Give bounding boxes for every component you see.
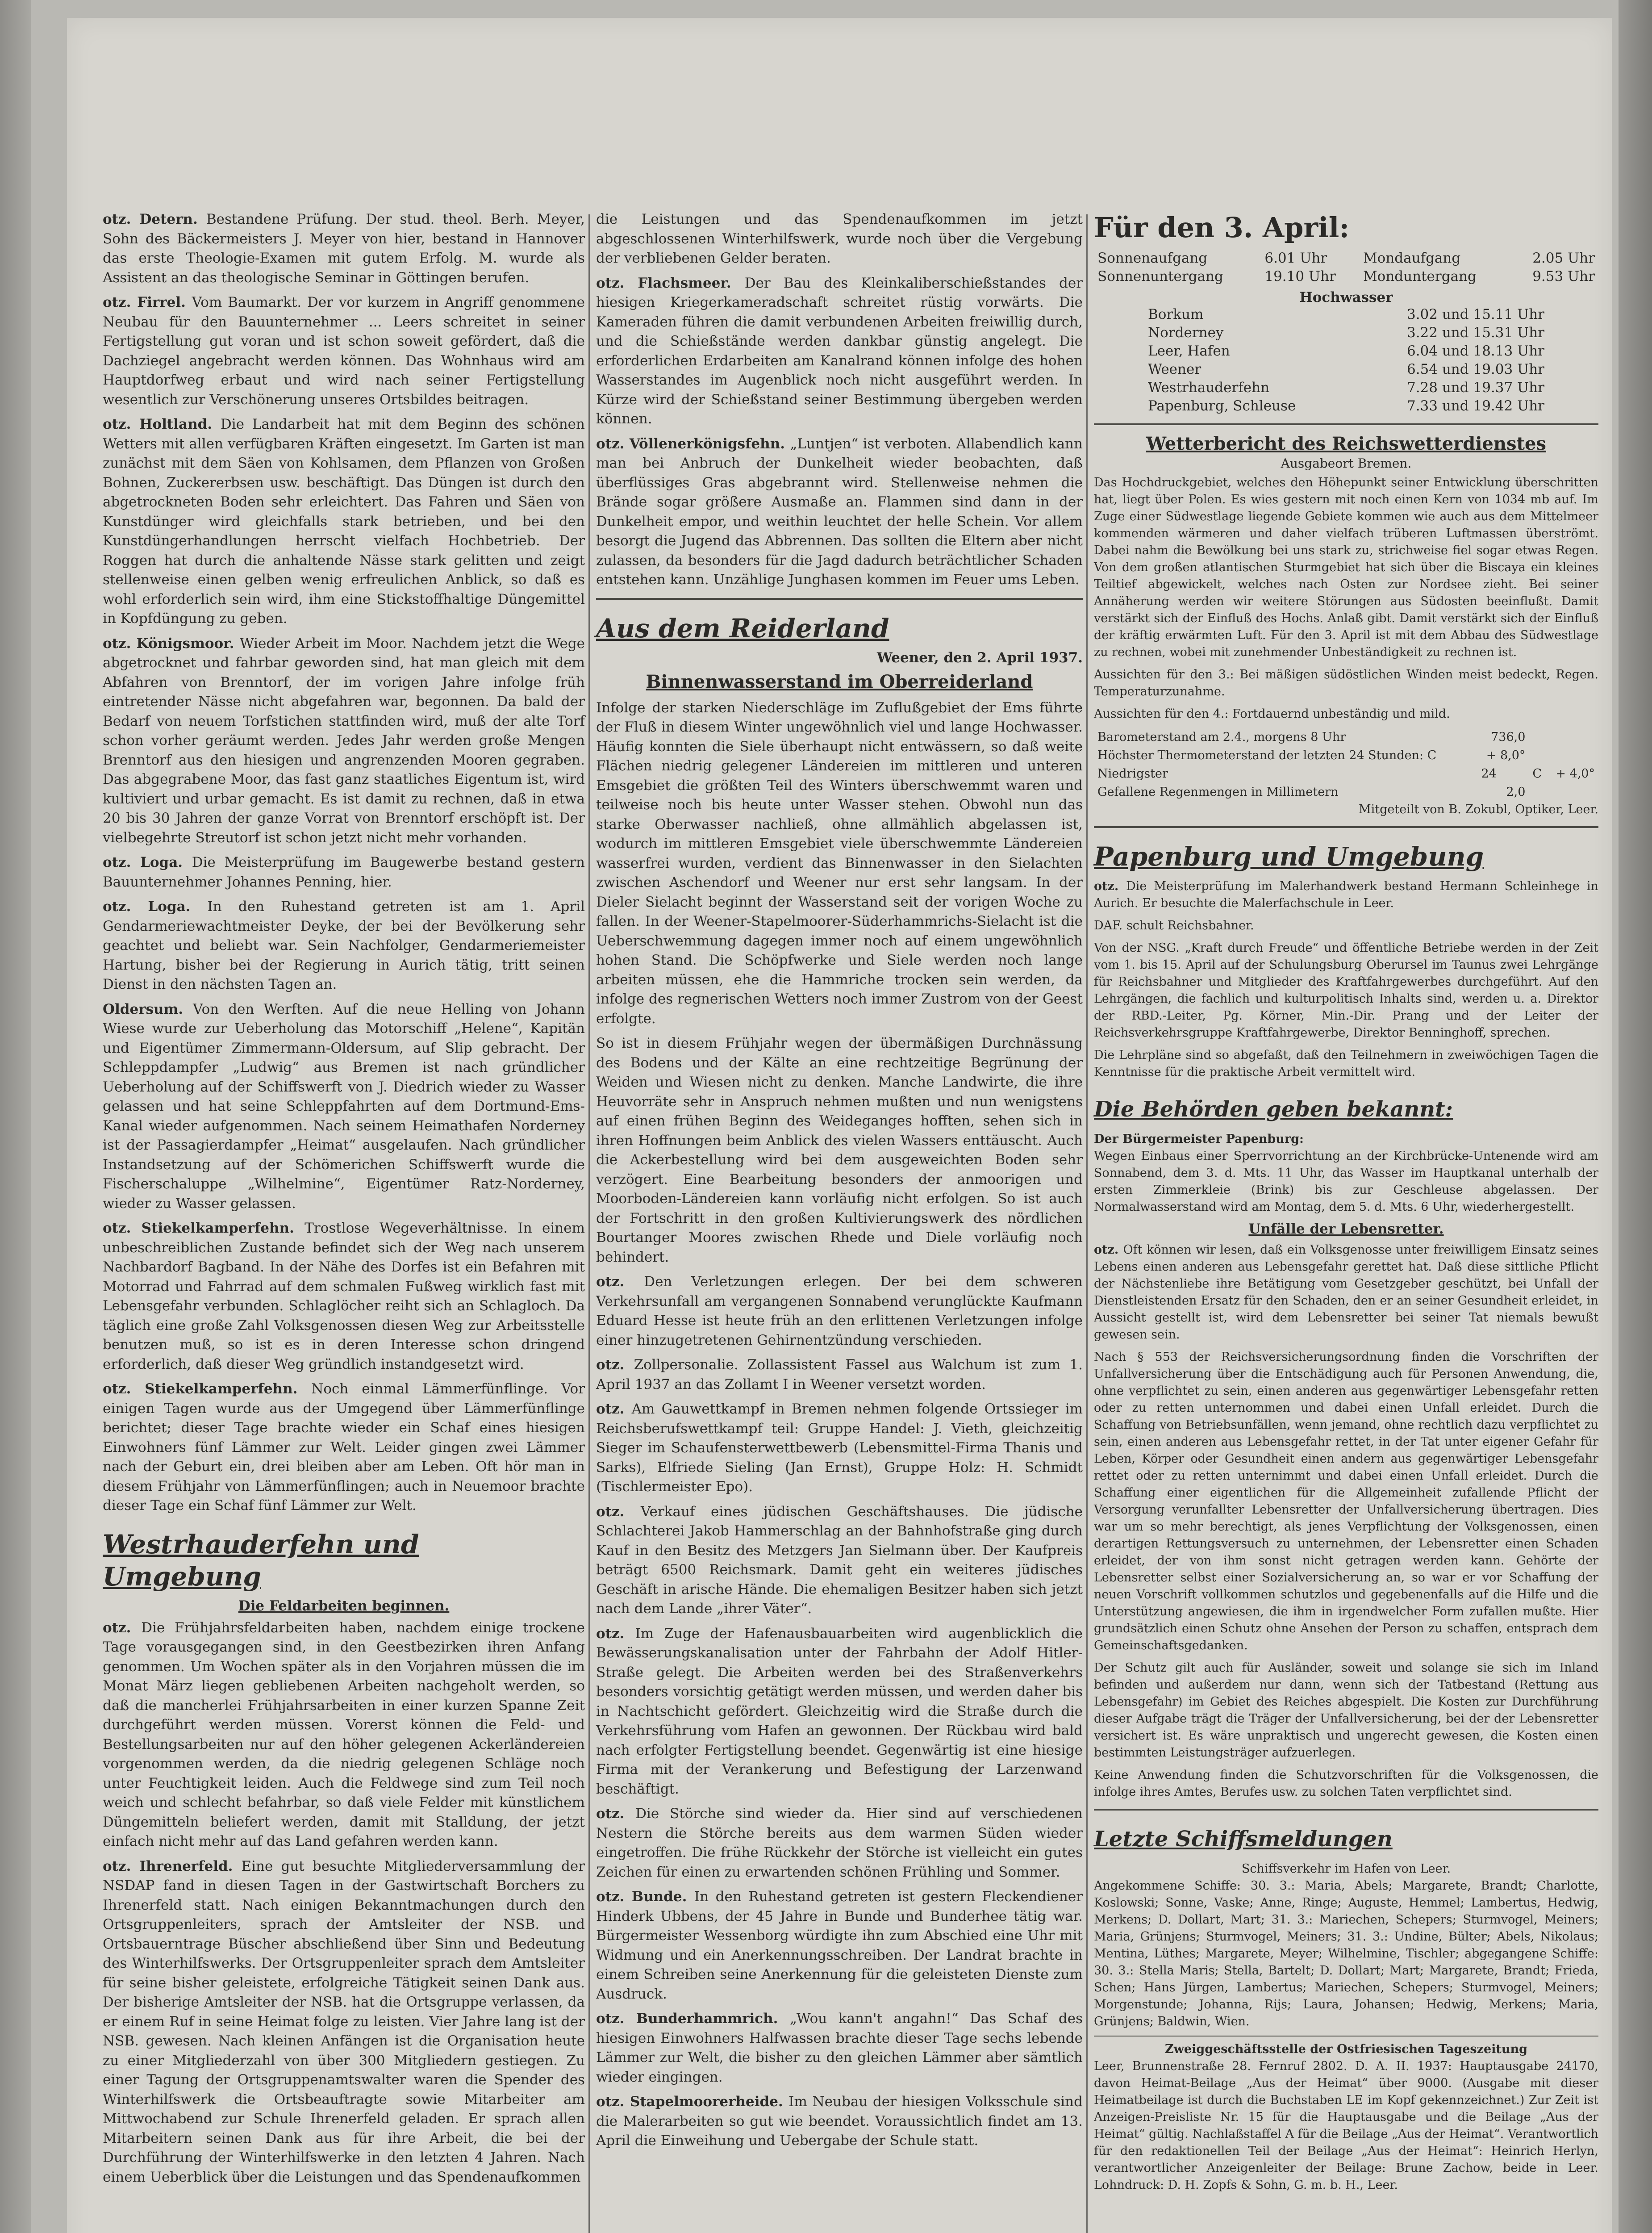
table-cell: 736,0 [1491,730,1526,744]
article-text: Noch einmal Lämmerfünflinge. Vor einigen Tagen wurde aus der Umgegend über Lämmerfünflinge berichtet; dieser Tage brachte wieder ein Schaf eines hiesigen Einwohners fünf Lämmer zur Welt. Leider gingen zwei Lämmer nach der Geburt ein, drei bleiben aber am Leben. Oft hör man in diesem Frühjahr von Lämmerfünflingen; auch in Neuemoor brachte dieser Tage ein Schaf fünf Lämmer zur Welt. [103,1381,585,1514]
tide-table [1144,305,1548,415]
dateline: Weener, den 2. April 1937. [876,649,1083,666]
article-dateline: otz. [1094,1243,1123,1257]
table-cell: Westrhauderfehn [1148,380,1270,396]
article-text: Von den Werften. Auf die neue Helling von Johann Wiese wurde zur Ueberholung das Motorschiff „Helene“, Kapitän und Eigentümer Zimmermann-Oldersum, auf Slip gebracht. Der Schleppdampfer „Ludwig“ aus Bremen ist nach gründlicher Ueberholung auf der Schiffswerft von J. Diedrich wieder zu Wasser gelassen und hat seine Schleppfahrten auf dem Dortmund-Ems-Kanal wieder aufgenommen. Nach seinem Heimathafen Norderney ist der Passagierdampfer „Heimat“ ausgelaufen. Nach gründlicher Instandsetzung auf der Schömerichen Schiffswerft wurde die Fischerschaluppe „Wilhelmine“, Eigentümer Ratz-Norderney, wieder zu Wasser gelassen. [103,1001,585,1212]
article [596,1400,1083,1497]
article-text: Keine Anwendung finden die Schutzvorschriften für die Volksgenossen, die infolge ihres Amtes, Berufes usw. zu solchen Taten verpflichtet sind. [1094,1768,1598,1799]
table-cell: Sonnenuntergang [1097,268,1223,284]
article-text: Die Frühjahrsfeldarbeiten haben, nachdem einige trockene Tage vorausgegangen sind, in den Geestbezirken ihren Anfang genommen. Um Wochen später als in den Vorjahren müssen die im Monat März liegen gebliebenen Arbeiten nachgeholt werden, so daß die mancherlei Frühjahrsarbeiten in einer kurzen Spanne Zeit durchgeführt werden müssen. Vorerst können die Feld- und Bestellungsarbeiten nur auf den höher gelegenen Ackerländereien vorgenommen werden, da die niedrig gelegenen Schläge noch unter Feuchtigkeit leiden. Auch die Feldwege sind zum Teil noch weich und schlecht befahrbar, so daß viele Felder mit künstlichem Düngemitteln beliefert werden, damit mit Stalldung, der jetzt einfach nicht mehr auf das Land gefahren werden kann. [103,1619,585,1849]
article-text: Den Verletzungen erlegen. Der bei dem schweren Verkehrsunfall am vergangenen Sonnabend verunglückte Kaufmann Eduard Hesse ist heute früh an den erlittenen Verletzungen infolge einer hinzugetretenen Gehirnentzündung verschieden. [596,1274,1083,1348]
article [1094,1242,1598,1343]
article-dateline: otz. Ihrenerfeld. [103,1858,242,1874]
article-text: Die Störche sind wieder da. Hier sind auf verschiedenen Nestern die Störche bereits aus dem warmen Süden wieder eingetroffen. Die frühe Rückkehr der Störche ist vielleicht ein gutes Zeichen für einen zu erwartenden schönen Frühling und Sommer. [596,1806,1083,1880]
article [596,698,1083,1029]
article-dateline: otz. [596,1357,634,1373]
article [1094,1660,1598,1761]
article-dateline: otz. Detern. [103,211,206,227]
table-row [1094,268,1598,286]
section-header-papenburg: Papenburg und Umgebung [1094,841,1484,872]
article-text: Vom Baumarkt. Der vor kurzem in Angriff genommene Neubau für den Bauunternehmer ... Leers schreitet in seiner Fertigstellung gut voran und ist schon soweit gefördert, daß die Dachziegel angebracht werden können. Das Wohnhaus wird am Hauptdorfweg erbaut und wird nach seiner Fertigstellung wesentlich zur Verschönerung unseres Ortsbildes beitragen. [103,294,585,408]
column-rule [1086,214,1088,2233]
table-cell: Borkum [1148,306,1204,322]
article [1094,940,1598,1041]
article-dateline: otz. [596,1625,635,1642]
article-text: Am Gauwettkampf in Bremen nehmen folgende Ortssieger im Reichsberufswettkampf teil: Gruppe Handel: J. Vieth, gleichzeitig Sieger im Schaufensterwettbewerb (Lebensmittel-Firma Thanis und Sarks), Elfriede Sieling (Jan Ernst), Gruppe Holz: H. Schmidt (Tischlermeister Epo). [596,1401,1083,1495]
article-text: Bestandene Prüfung. Der stud. theol. Berh. Meyer, Sohn des Bäckermeisters J. Meyer von hier, bestand in Hannover das erste Theologie-Examen mit gutem Erfolg. M. wurde als Assistent an das theologische Seminar in Göttingen berufen. [103,211,585,286]
article [103,1857,585,2187]
table-cell: Niedrigster [1097,767,1168,781]
article-text: Von der NSG. „Kraft durch Freude“ und öffentliche Betriebe werden in der Zeit vom 1. bis 15. April auf der Schulungsburg Oberursel im Taunus zwei Lehrgänge für Reichsbahner und Mitglieder des Kraftfahrgewerbes durchgeführt. Auf den Lehrgängen, die fachlich und kulturpolitisch Inhalts sind, werden u. a. Direktor der RBD.-Leiter, Pg. Körner, Min.-Dir. Prang und der Leiter der Reichsverkehrsgruppe Kraftfahrgewerbe, Direktor Benninghoff, sprechen. [1094,941,1598,1040]
article-dateline: otz. Stiekelkamperfehn. [103,1381,312,1397]
article [596,2009,1083,2087]
table-cell: 24 [1481,767,1497,781]
article-text: Trostlose Wegeverhältnisse. In einem unbeschreiblichen Zustande befindet sich der Weg nach unserem Nachbardorf Bagband. In der Nähe des Dorfes ist ein Befahren mit Motorrad und Fahrrad auf dem schmalen Fußweg wirklich fast mit Lebensgefahr verbunden. Schlaglöcher reiht sich an Schlagloch. Da täglich eine große Zahl Volksgenossen diesen Weg zur Arbeitsstelle benutzen muß, so ist es in deren Interesse schon dringend erforderlich, daß dieser Weg gründlich instandgesetzt wird. [103,1220,585,1372]
article-text: Wieder Arbeit im Moor. Nachdem jetzt die Wege abgetrocknet und fahrbar geworden sind, hat man gleich mit dem Abfahren von Brenntorf, der im vorigen Jahre infolge früh eintretender Nässe nicht abgefahren war, begonnen. Da bald der Bedarf von neuem Torfstichen stattfinden wird, muß der alte Torf schon vorher geräumt werden. Jedes Jahr werden große Mengen Brenntorf aus den hiesigen und angrenzenden Mooren gegraben. Das abgegrabene Moor, das fast ganz staatliches Eigentum ist, wird kultiviert und urbar gemacht. Es ist damit zu rechnen, daß in etwa 20 bis 30 Jahren der ganze Vorrat von Brenntorf erschöpft ist. Der vielbegehrte Streutorf ist schon jetzt nicht mehr vorhanden. [103,635,585,846]
weather-header: Wetterbericht des Reichswetterdienstes [1146,433,1546,454]
table-row [1144,305,1548,324]
column-3 [1094,210,1598,2199]
article [1094,917,1598,934]
article-text: Im Neubau der hiesigen Volksschule sind die Malerarbeiten so gut wie beendet. Voraussichtlich findet am 13. April die Einweihung und Uebergabe der Schule statt. [596,2094,1083,2149]
table-cell: Leer, Hafen [1148,343,1230,359]
article [103,853,585,892]
weather-subheader: Ausgabeort Bremen. [1281,456,1412,471]
article [103,293,585,410]
imprint-header: Zweiggeschäftsstelle der Ostfriesischen Tageszeitung [1164,2042,1528,2056]
table-row [1094,765,1598,783]
article-text: So ist in diesem Frühjahr wegen der übermäßigen Durchnässung des Bodens und der Kälte an eine rechtzeitige Begrünung der Weiden und Wiesen nicht zu denken. Manche Landwirte, die ihre Heuvorräte sehr in Anspruch nehmen mußten und nun wenigstens auf einen frühen Beginn des Weideganges hofften, sehen sich in ihren Hoffnungen beim Anblick des vielen Wassers enttäuscht. Auch die Ackerbestellung wird bei dem ausgeweichten Boden sehr verzögert. Eine Bearbeitung besonders der anmoorigen und Moorboden-Ländereien kann vorläufig nicht erfolgen. So ist auch der Fortschritt in den großen Kultivierungswerk des nördlichen Bourtanger Moores zwischen Rhede und Diele vorläufig noch behindert. [596,1035,1083,1265]
article-text: In den Ruhestand getreten ist gestern Fleckendiener Hinderk Ubbens, der 45 Jahre in Bunde und Bunderhee tätig war. Bürgermeister Wessenborg würdigte ihn zum Abschied eine Uhr mit Widmung und ein Anerkennungsschreiben. Der Landrat brachte in einem Schreiben seine Anerkennung für die geleisteten Dienste zum Ausdruck. [596,1889,1083,2002]
article [1094,1349,1598,1654]
table-cell: Gefallene Regenmengen in Millimetern [1097,785,1339,799]
table-cell: 19.10 Uhr [1264,268,1336,284]
table-cell: Höchster Thermometerstand der letzten 24 Stunden: C [1097,749,1437,762]
article-text: DAF. schult Reichsbahner. [1094,919,1254,933]
article-dateline: otz. Firrel. [103,294,192,310]
article-text: die Leistungen und das Spendenaufkommen im jetzt abgeschlossenen Winterhilfswerk, wurde noch über die Vergebung der verbliebenen Gelder beraten. [596,211,1083,266]
article-text: Zollpersonalie. Zollassistent Fassel aus Walchum ist zum 1. April 1937 an das Zollamt I in Weener versetzt worden. [596,1357,1083,1392]
newspaper-page [67,18,1612,2233]
table-row [1144,324,1548,342]
table-row [1144,397,1548,415]
article-text: Der Bau des Kleinkaliberschießstandes der hiesigen Kriegerkameradschaft schreitet rüstig vorwärts. Die Kameraden führen die damit verbundenen Arbeiten freiwillig durch, und die Schießstände werden dankbar günstig angelegt. Die erforderlichen Erdarbeiten am Kanalrand können infolge des hohen Wasserstandes im Augenblick noch nicht ausgeführt werden. In Kürze wird der Schießstand seiner Bestimmung übergeben werden können. [596,275,1083,427]
ships-header: Letzte Schiffsmeldungen [1094,1827,1393,1852]
authorities-text: Wegen Einbaus einer Sperrvorrichtung an der Kirchbrücke-Untenende wird am Sonnabend, dem 3. d. Mts. 11 Uhr, das Wasser im Hauptkanal unterhalb der ersten Zimmerkleie (Brink) bis zur Geschleuse abgelassen. Der Normalwasserstand wird am Montag, dem 5. d. Mts. 6 Uhr, wiederhergestellt. [1094,1149,1598,1214]
article [596,274,1083,429]
divider [1094,1809,1598,1811]
imprint-text: Leer, Brunnenstraße 28. Fernruf 2802. D. A. II. 1937: Hauptausgabe 24170, davon Heimat-Beilage „Aus der Heimat“ über 9000. (Ausgabe mit dieser Heimatbeilage ist durch die Buchstaben LE im Kopf gekennzeichnet.) Zur Zeit ist Anzeigen-Preisliste Nr. 15 für die Hauptausgabe und die Beilage „Aus der Heimat“ gültig. Nachlaßstaffel A für die Beilage „Aus der Heimat“. Verantwortlich für den redaktionellen Teil der Beilage „Aus der Heimat“: Heinrich Herlyn, verantwortlicher Anzeigenleiter der Beilage: Brune Zachow, beide in Leer. Lohndruck: D. H. Zopfs & Sohn, G. m. b. H., Leer. [1094,2059,1598,2192]
article [1094,1047,1598,1081]
article-text: Im Zuge der Hafenausbauarbeiten wird augenblicklich die Bewässerungskanalisation unter der Fahrbahn der Adolf Hitler-Straße gelegt. Die Arbeiten werden bei des Straßenverkehrs besonders vorsichtig getätigt werden müssen, und werden daher bis in Nachtschicht gefördert. Gleichzeitig wird die Straße durch die Verkehrsführung vom Hafen an gewonnen. Der Rückbau wird bald nach erfolgter Fertigstellung beendet. Gegenwärtig ist eine hiesige Firma mit der Verankerung und Befestigung der Larzenwand beschäftigt. [596,1625,1083,1797]
article-text: „Luntjen“ ist verboten. Allabendlich kann man bei Anbruch der Dunkelheit wieder beobachten, daß überflüssiges Gras abgebrannt wird. Stellenweise nehmen die Brände sogar größere Ausmaße an. Flammen sind dann in der Dunkelheit empor, und weithin leuchtet der helle Schein. Vor allem besorgt die Jugend das Abbrennen. Das sollten die Eltern aber nicht zulassen, da besonders für die Jagd dadurch beträchtlicher Schaden entstehen kann. Unzählige Junghasen kommen im Feuer ums Leben. [596,435,1083,588]
column-2 [596,210,1083,2156]
table-cell: Sonnenaufgang [1097,250,1208,266]
article-dateline: otz. Völlenerkönigsfehn. [596,435,790,452]
article-text: „Wou kann't angahn!“ Das Schaf des hiesigen Einwohners Halfwassen brachte dieser Tage sechs lebende Lämmer zur Welt, die bisher zu den gleichen Lämmer aber sämtlich wieder eingingen. [596,2011,1083,2085]
table-cell: 6.04 und 18.13 Uhr [1406,343,1544,359]
article [1094,1767,1598,1801]
forecast-1: Aussichten für den 3.: Bei mäßigen südöstlichen Winden meist bedeckt, Regen. Temperaturzunahme. [1094,668,1598,698]
page-binding [0,0,31,2233]
article [103,415,585,629]
table-cell: Barometerstand am 2.4., morgens 8 Uhr [1097,730,1346,744]
article-dateline: otz. Stapelmoorerheide. [596,2094,789,2110]
table-row [1094,746,1598,765]
table-cell: C [1532,767,1542,781]
article-text: Die Meisterprüfung im Baugewerbe bestand gestern Bauunternehmer Johannes Penning, hier. [103,854,585,890]
table-row [1144,360,1548,379]
article-text: Verkauf eines jüdischen Geschäftshauses. Die jüdische Schlachterei Jakob Hammerschlag an der Bahnhofstraße ging durch Kauf in den Besitz des Metzgers Jan Sielmann über. Der Kaufpreis beträgt 6500 Reichsmark. Damit geht ein weiteres jüdisches Geschäft in arische Hände. Die ehemaligen Besitzer haben sich jetzt nach dem Lande „ihrer Väter“. [596,1503,1083,1617]
measurements-credit: Mitgeteilt von B. Zokubl, Optiker, Leer. [1358,803,1598,816]
table-row [1144,379,1548,397]
article-dateline: otz. [596,1806,636,1822]
section-header-westrhauderfehn: Westrhauderfehn und Umgebung [103,1529,419,1592]
authorities-subheader: Der Bürgermeister Papenburg: [1094,1132,1304,1146]
column-2-section-items [596,698,1083,2151]
table-cell: 9.53 Uhr [1532,268,1595,284]
forecast-2: Aussichten für den 4.: Fortdauernd unbeständig und mild. [1094,707,1450,721]
measurements-table [1094,728,1598,801]
rescue-subheader: Unfälle der Lebensretter. [1248,1221,1444,1237]
table-row [1094,728,1598,746]
article-dateline: otz. Loga. [103,854,192,870]
section-header-reiderland: Aus dem Reiderland [596,613,889,644]
table-cell: Mondaufgang [1363,250,1461,266]
article-dateline: otz. Bunderhammrich. [596,2011,790,2027]
sun-moon-table [1094,249,1598,286]
article [103,1618,585,1852]
weather-text: Das Hochdruckgebiet, welches den Höhepunkt seiner Entwicklung überschritten hat, liegt über Polen. Es wies gestern mit noch einen Kern von 1034 mb auf. Im Zuge einer Südwestlage liegende Gebiete kommen wie auch aus dem Mittelmeer kommenden wärmeren und daher vielfach trüberen Luftmassen überströmt. Dabei nahm die Bewölkung bei uns stark zu, strichweise fiel sogar etwas Regen. Von dem großen atlantischen Sturmgebiet hat sich über die Biscaya ein kleines Teiltief abgewickelt, welches nach Osten zur Nordsee zieht. Bei seiner Annäherung werden wir weitere Störungen aus Südosten beeinflußt. Damit verstärkt sich der Einfluß des Hochs. Anlaß gibt. Damit verstärkt sich der Einfluß der kräftig erwärmten Luft. Für den 3. April ist mit dem Abbau des Südwestlage zu rechnen, wobei mit zunehmender Unbeständigkeit zu rechnen ist. [1094,476,1598,659]
article [596,1272,1083,1350]
table-cell: + 8,0° [1486,749,1526,762]
table-cell: 3.22 und 15.31 Uhr [1406,325,1544,341]
article [596,1887,1083,2004]
article [103,1000,585,1214]
article [103,1380,585,1516]
date-header: Für den 3. April: [1094,211,1350,244]
article [596,1355,1083,1394]
table-cell: 7.28 und 19.37 Uhr [1406,380,1544,396]
article [103,897,585,995]
table-cell: 7.33 und 19.42 Uhr [1406,398,1544,414]
ships-text: Angekommene Schiffe: 30. 3.: Maria, Abels; Margarete, Brandt; Charlotte, Koslowski; Sonne, Vaske; Anne, Ringe; Auguste, Hemmel; Lambertus, Hedwig, Merkens; D. Dollart, Mart; 31. 3.: Mariechen, Schepers; Sturmvogel, Meiners; Maria, Grünjens; Sturmvogel, Meiners; 31. 3.: Undine, Bülter; Abels, Nikolaus; Mentina, Lüthes; Margarete, Meyer; Wilhelmine, Tischler; abgegangene Schiffe: 30. 3.: Stella Maris; Stella, Bartelt; D. Dollart; Mart; Margarete, Brandt; Frieda, Schen; Hans Jürgen, Lambertus; Mariechen, Schepers; Sturmvogel, Meiners; Morgenstunde; Johanna, Rijs; Laura, Johansen; Hedwig, Merkens; Maria, Grünjens; Baldwin, Wien. [1094,1879,1598,2028]
article-dateline: otz. [596,1401,632,1417]
article-dateline: otz. [103,1619,142,1636]
article-text: Oft können wir lesen, daß ein Volksgenosse unter freiwilligem Einsatz seines Lebens einen anderen aus Lebensgefahr gerettet hat. Daß diese sittliche Pflicht der Nächstenliebe ihre Betätigung vom Gesetzgeber geschützt, bei Unfall der Dienstleistenden Ersatz für den Schaden, den er an seiner Gesundheit erleidet, in Aussicht gestellt ist, wird dem Lebensretter bei seiner Tat niemals bewußt gewesen sein. [1094,1243,1598,1342]
table-cell: 3.02 und 15.11 Uhr [1406,306,1544,322]
article [596,1624,1083,1799]
article-text: Nach § 553 der Reichsversicherungsordnung finden die Vorschriften der Unfallversicherung über die Entschädigung auch für Personen Anwendung, die, ohne verpflichtet zu sein, einen anderen aus gegenwärtiger Lebensgefahr retten oder zu retten unternommen und dabei einen Unfall erleidet. Durch die Schaffung von Betriebsunfällen, wenn jemand, ohne rechtlich dazu verpflichtet zu sein, einen anderen aus Lebensgefahr rettet, in der Tat unter eigener Gefahr für Leben, Körper oder Gesundheit einen andern aus gegenwärtiger Lebensgefahr rettet oder zu retten unternimmt und dabei einen Unfall erleidet. Durch die Schaffung einer eigentlichen für die Allgemeinheit zufallende Pflicht der Versorgung verunfallter Lebensretter der Unfallversicherung übertragen. Dies war um so mehr berechtigt, als jenes Verpflichtung der Volksgenossen, einen derartigen Rettungsversuch zu unternehmen, der Lebensretter einen Schaden erleidet, der von ihm sonst nicht getragen werden kann. Gehörte der Lebensretter selbst einer Sozialversicherung an, so war er vor Schaffung der neuen Vorschrift vollkommen schutzlos und gegebenenfalls auf die Hilfe und die Unterstützung angewiesen, die ihm in irgendwelcher Form zufallen mußte. Hier grundsätzlich einen Schutz ohne Ansehen der Person zu schaffen, entsprach dem Gemeinschaftsgedanken. [1094,1350,1598,1652]
column-1-section-items [103,1618,585,2187]
article [596,1804,1083,1882]
article [596,1502,1083,1619]
table-cell: + 4,0° [1556,767,1595,781]
article [596,435,1083,590]
section-subheader: Die Feldarbeiten beginnen. [238,1597,450,1614]
divider [1094,826,1598,828]
table-row [1094,249,1598,268]
article-dateline: otz. Stiekelkamperfehn. [103,1220,305,1236]
divider [596,598,1083,600]
table-cell: 6.01 Uhr [1264,250,1327,266]
table-cell: Papenburg, Schleuse [1148,398,1296,414]
authorities-header: Die Behörden geben bekannt: [1094,1097,1453,1122]
next-page-edge [1619,0,1652,2233]
article [103,210,585,288]
column-3-items [1094,878,1598,1081]
article-text: In den Ruhestand getreten ist am 1. April Gendarmeriewachtmeister Deyke, der bei der Bevölkerung sehr geachtet und beliebt war. Sein Nachfolger, Gendarmeriemeister Hartung, bisher bei der Regierung in Aurich tätig, tritt seinen Dienst in den nächsten Tagen an. [103,899,585,992]
table-cell: Weener [1148,361,1201,377]
article-dateline: otz. Bunde. [596,1889,694,1905]
article [596,2092,1083,2151]
article [103,1219,585,1374]
article-text: Die Meisterprüfung im Malerhandwerk bestand Hermann Schleinhege in Aurich. Er besuchte die Malerfachschule in Leer. [1094,879,1598,910]
table-cell: 6.54 und 19.03 Uhr [1406,361,1544,377]
column-rule [588,214,590,2233]
article-dateline: otz. [596,1503,641,1520]
column-2-items [596,210,1083,590]
rescue-items [1094,1242,1598,1801]
table-row [1094,783,1598,801]
article-dateline: otz. Holtland. [103,416,221,432]
article-dateline: otz. Loga. [103,899,208,915]
article-text: Infolge der starken Niederschläge im Zuflußgebiet der Ems führte der Fluß in diesem Winter ungewöhnlich viel und lange Hochwasser. Häufig konnten die Siele überhaupt nicht entwässern, so daß weite Flächen niedrig gelegener Ländereien im mittleren und unteren Emsgebiet die größten Teil des Winters überschwemmt waren und teilweise noch bis heute unter Wasser stehen. Obwohl nun das starke Oberwasser nachließ, ohne allmählich abgelassen ist, wodurch im mittleren Emsgebiet viele überschwemmte Ländereien wasserfrei wurden, verdient das Binnenwasser in den Sielachten zwischen Aschendorf und Weener nur erst sehr langsam. In der Dieler Sielacht beginnt der Wasserstand seit der vorigen Woche zu fallen. In der Weener-Stapelmoorer-Süderhammrichs-Sielacht ist die Ueberschwemmung dagegen immer noch auf einem ungewöhnlich hohen Stand. Die Schöpfwerke und Siele werden noch lange arbeiten müssen, ehe die Hammriche trocken sein werden, da infolge des regnerischen Wetters noch immer Zustrom von der Geest erfolgte. [596,699,1083,1027]
article [1094,878,1598,912]
table-cell: Norderney [1148,325,1224,341]
article-text: Eine gut besuchte Mitgliederversammlung der NSDAP fand in diesen Tagen in der Gastwirtschaft Borchers zu Ihrenerfeld statt. Nach einigen Bekanntmachungen durch den Ortsgruppenleiters, sprach der Amtsleiter der NSB. und Ortsbauerntrage Büscher abschließend über Sinn und Bedeutung des Winterhilfswerks. Der Ortsgruppenleiter sprach dem Amtsleiter für seine bisher geleistete, erfolgreiche Tätigkeit seinen Dank aus. Der bisherige Amtsleiter der NSB. hat die Ortsgruppe verlassen, da er einem Ruf in seine Heimat folge zu leisten. Vier Jahre lang ist der NSB. gewesen. Nach kleinen Anfängen ist die Organisation heute zu einer Mitgliederzahl von über 300 Mitgliedern gestiegen. Zu einer Tagung der Ortsgruppenamtswalter waren die Spender des Winterhilfswerk die Ortsbeauftragte sowie Mitarbeiter am Mittwochabend zur Schule Ihrenerfeld geladen. Er sprach allen Mitarbeitern seinen Dank aus für ihre Arbeit, die bei der Durchführung der Winterhilfswerke in den letzten 4 Jahren. Nach einem Ueberblick über die Leistungen und das Spendenaufkommen [103,1858,585,2185]
tide-title: Hochwasser [1299,289,1393,305]
article-dateline: otz. [1094,879,1126,893]
article-dateline: otz. Flachsmeer. [596,275,745,291]
table-row [1144,342,1548,360]
article-dateline: otz. [596,1274,644,1290]
article-dateline: otz. Königsmoor. [103,635,240,652]
article-text: Die Landarbeit hat mit dem Beginn des schönen Wetters mit allen verfügbaren Kräften eingesetzt. Im Garten ist man zunächst mit dem Säen von Kohlsamen, dem Pflanzen von Großen Bohnen, Zuckererbsen usw. beschäftigt. Das Düngen ist durch den abgetrockneten Boden sehr erleichtert. Das Fahren und Säen von Kunstdünger wird gleichfalls stark betrieben, und bei den Kunstdüngerhandlungen herrscht vielfach Hochbetrieb. Der Roggen hat durch die anhaltende Nässe stark gelitten und zeigt stellenweise einen gelben wenig erfreulichen Anblick, so daß es wohl erforderlich sein wird, ihm eine Stickstoffhaltige Düngemittel in Kopfdüngung zu geben. [103,416,585,627]
ships-subheader: Schiffsverkehr im Hafen von Leer. [1241,1862,1451,1876]
article [596,1034,1083,1267]
article-dateline: Oldersum. [103,1001,193,1017]
table-cell: 2.05 Uhr [1532,250,1595,266]
divider [1094,423,1598,425]
column-1-items [103,210,585,1516]
section-subheader: Binnenwasserstand im Oberreiderland [646,671,1033,692]
article-text: Der Schutz gilt auch für Ausländer, soweit und solange sie sich im Inland befinden und außerdem nur dann, wenn sich der Tatbestand (Rettung aus Lebensgefahr) im Gebiet des Reiches abgespielt. Die Kosten zur Durchführung dieser Aufgabe trägt die Träger der Unfallversicherung, bei der der Lebensretter versichert ist. Es wäre unpraktisch und ungerecht gewesen, die Kosten einen bestimmten Leistungsträger aufzuerlegen. [1094,1661,1598,1760]
article [596,210,1083,268]
table-cell: Monduntergang [1363,268,1477,284]
table-cell: 2,0 [1506,785,1526,799]
article [103,634,585,848]
column-1 [103,210,585,2192]
article-text: Die Lehrpläne sind so abgefaßt, daß den Teilnehmern in zweiwöchigen Tagen die Kenntnisse für die praktische Arbeit vermittelt wird. [1094,1048,1598,1079]
